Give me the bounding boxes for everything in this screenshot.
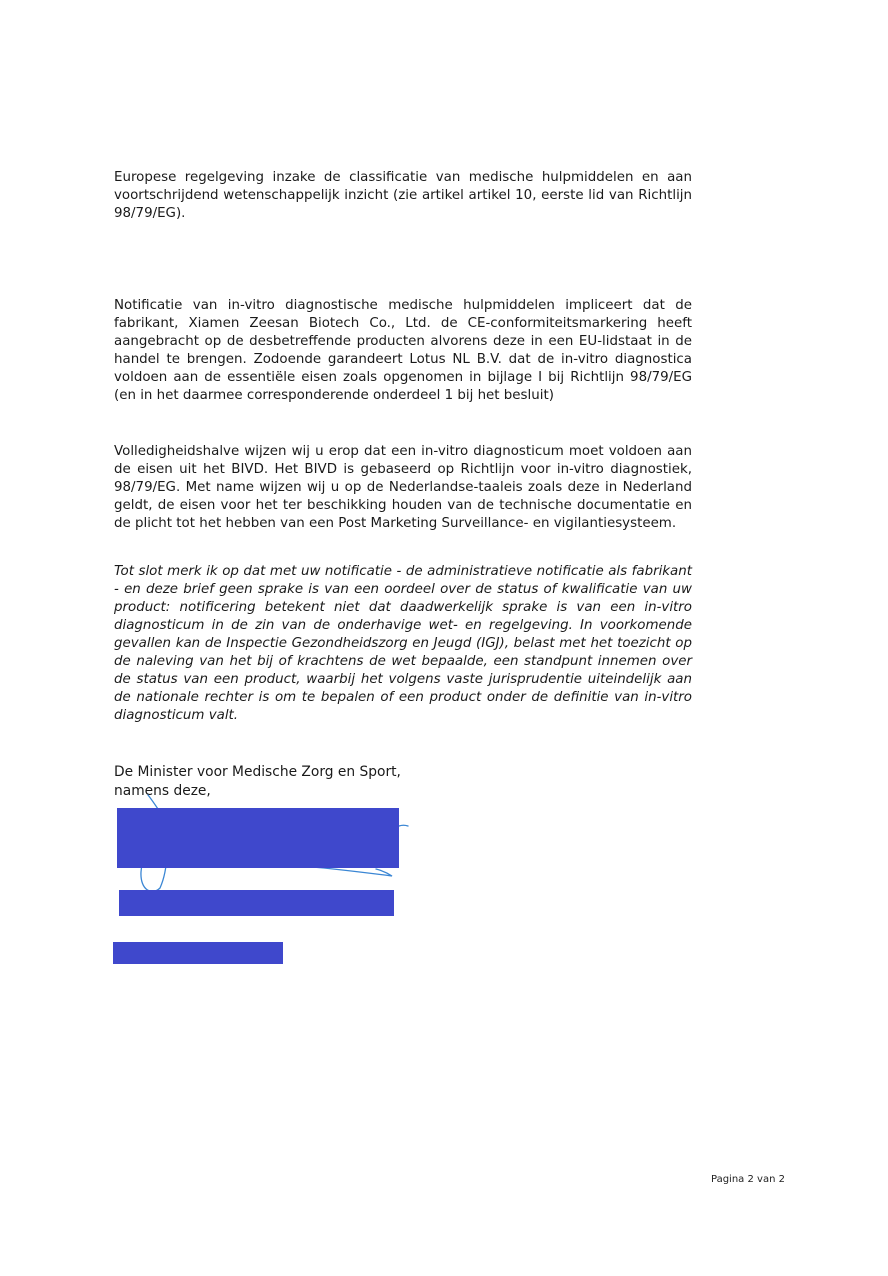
closing-on-behalf: namens deze, — [114, 783, 211, 799]
page-number: Pagina 2 van 2 — [711, 1174, 785, 1185]
redaction-signatory-name — [119, 890, 394, 916]
paragraph-conclusion: Tot slot merk ik op dat met uw notificatie - de administratieve notificatie als fabrikant - en deze brief geen sprake is van een oordeel over de status of kwalificatie van uw product: notificering betekent niet dat daadwerkelijk sprake is van een in-vitro diagnosticum in de zin van de onderhavige wet- en regelgeving. In voorkomende gevallen kan de Inspectie Gezondheidszorg en Jeugd (IGJ), belast met het toezicht op de naleving van het bij of krachtens de wet bepaalde, een standpunt innemen over de status van een product, waarbij het volgens vaste jurisprudentie uiteindelijk aan de nationale rechter is om te bepalen of een product onder de definitie van in-vitro diagnosticum valt. — [114, 564, 692, 723]
paragraph-classification: Europese regelgeving inzake de classificatie van medische hulpmiddelen en aan voortschrijdend wetenschappelijk inzicht (zie artikel artikel 10, eerste lid van Richtlijn 98/79/EG). — [114, 170, 692, 221]
redaction-signatory-title — [113, 942, 283, 964]
redaction-signature — [117, 808, 399, 868]
paragraph-notification: Notificatie van in-vitro diagnostische medische hulpmiddelen impliceert dat de fabrikant, Xiamen Zeesan Biotech Co., Ltd. de CE-conformiteitsmarkering heeft aangebracht op de desbetreffende producten alvorens deze in een EU-lidstaat in de handel te brengen. Zodoende garandeert Lotus NL B.V. dat de in-vitro diagnostica voldoen aan de essentiële eisen zoals opgenomen in bijlage I bij Richtlijn 98/79/EG (en in het daarmee corresponderende onderdeel 1 bij het besluit) — [114, 298, 692, 403]
paragraph-completeness: Volledigheidshalve wijzen wij u erop dat een in-vitro diagnosticum moet voldoen aan de eisen uit het BIVD. Het BIVD is gebaseerd op Richtlijn voor in-vitro diagnostiek, 98/79/EG. Met name wijzen wij u op de Nederlandse-taaleis zoals deze in Nederland geldt, de eisen voor het ter beschikking houden van de technische documentatie en de plicht tot het hebben van een Post Marketing Surveillance- en vigilantiesysteem. — [114, 444, 692, 531]
closing-minister: De Minister voor Medische Zorg en Sport, — [114, 764, 401, 780]
